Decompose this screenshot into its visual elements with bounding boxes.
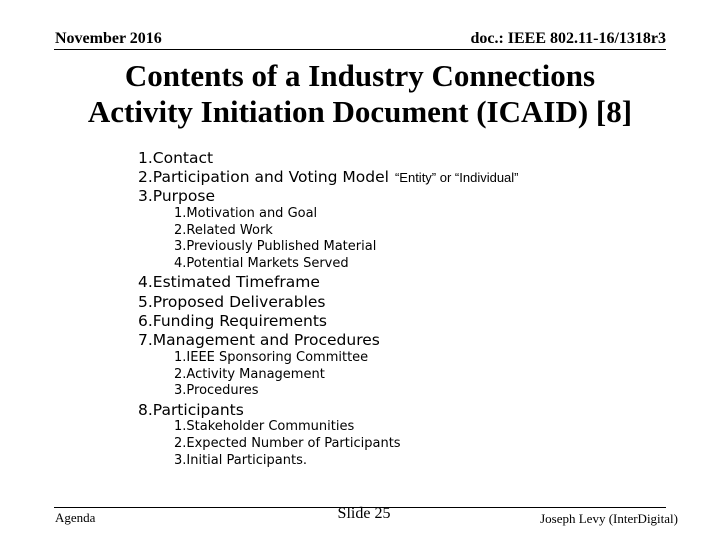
purpose-sub-4: 4.Potential Markets Served <box>174 256 349 271</box>
title-line-1: Contents of a Industry Connections <box>124 58 596 93</box>
participation-note: “Entity” or “Individual” <box>394 170 519 185</box>
slide-number: Slide 25 <box>337 505 391 522</box>
footer-author: Joseph Levy (InterDigital) <box>540 511 678 526</box>
item-deliverables: 5.Proposed Deliverables <box>138 293 326 311</box>
item-timeframe: 4.Estimated Timeframe <box>138 273 320 291</box>
header-date: November 2016 <box>55 30 162 47</box>
management-sub-3: 3.Procedures <box>174 383 259 398</box>
footer-label: Agenda <box>55 510 96 525</box>
slide-title <box>0 58 720 130</box>
participants-sub-1: 1.Stakeholder Communities <box>174 419 355 434</box>
title-line-2: Activity Initiation Document (ICAID) [8] <box>87 94 633 129</box>
item-participation-label: 2.Participation and Voting Model <box>138 168 389 186</box>
item-management: 7.Management and Procedures <box>138 331 380 349</box>
item-purpose: 3.Purpose <box>138 187 215 205</box>
management-sub-2: 2.Activity Management <box>174 367 325 382</box>
participants-sub-2: 2.Expected Number of Participants <box>174 436 401 451</box>
item-funding: 6.Funding Requirements <box>138 312 327 330</box>
management-sub-1: 1.IEEE Sponsoring Committee <box>174 350 369 365</box>
header-rule <box>54 49 666 50</box>
header-doc-id: doc.: IEEE 802.11-16/1318r3 <box>470 30 666 47</box>
item-participation <box>138 168 519 186</box>
purpose-sub-1: 1.Motivation and Goal <box>174 206 318 221</box>
purpose-sub-3: 3.Previously Published Material <box>174 239 377 254</box>
item-contact: 1.Contact <box>138 149 214 167</box>
participants-sub-3: 3.Initial Participants. <box>174 453 308 468</box>
purpose-sub-2: 2.Related Work <box>174 223 273 238</box>
item-participants: 8.Participants <box>138 401 244 419</box>
